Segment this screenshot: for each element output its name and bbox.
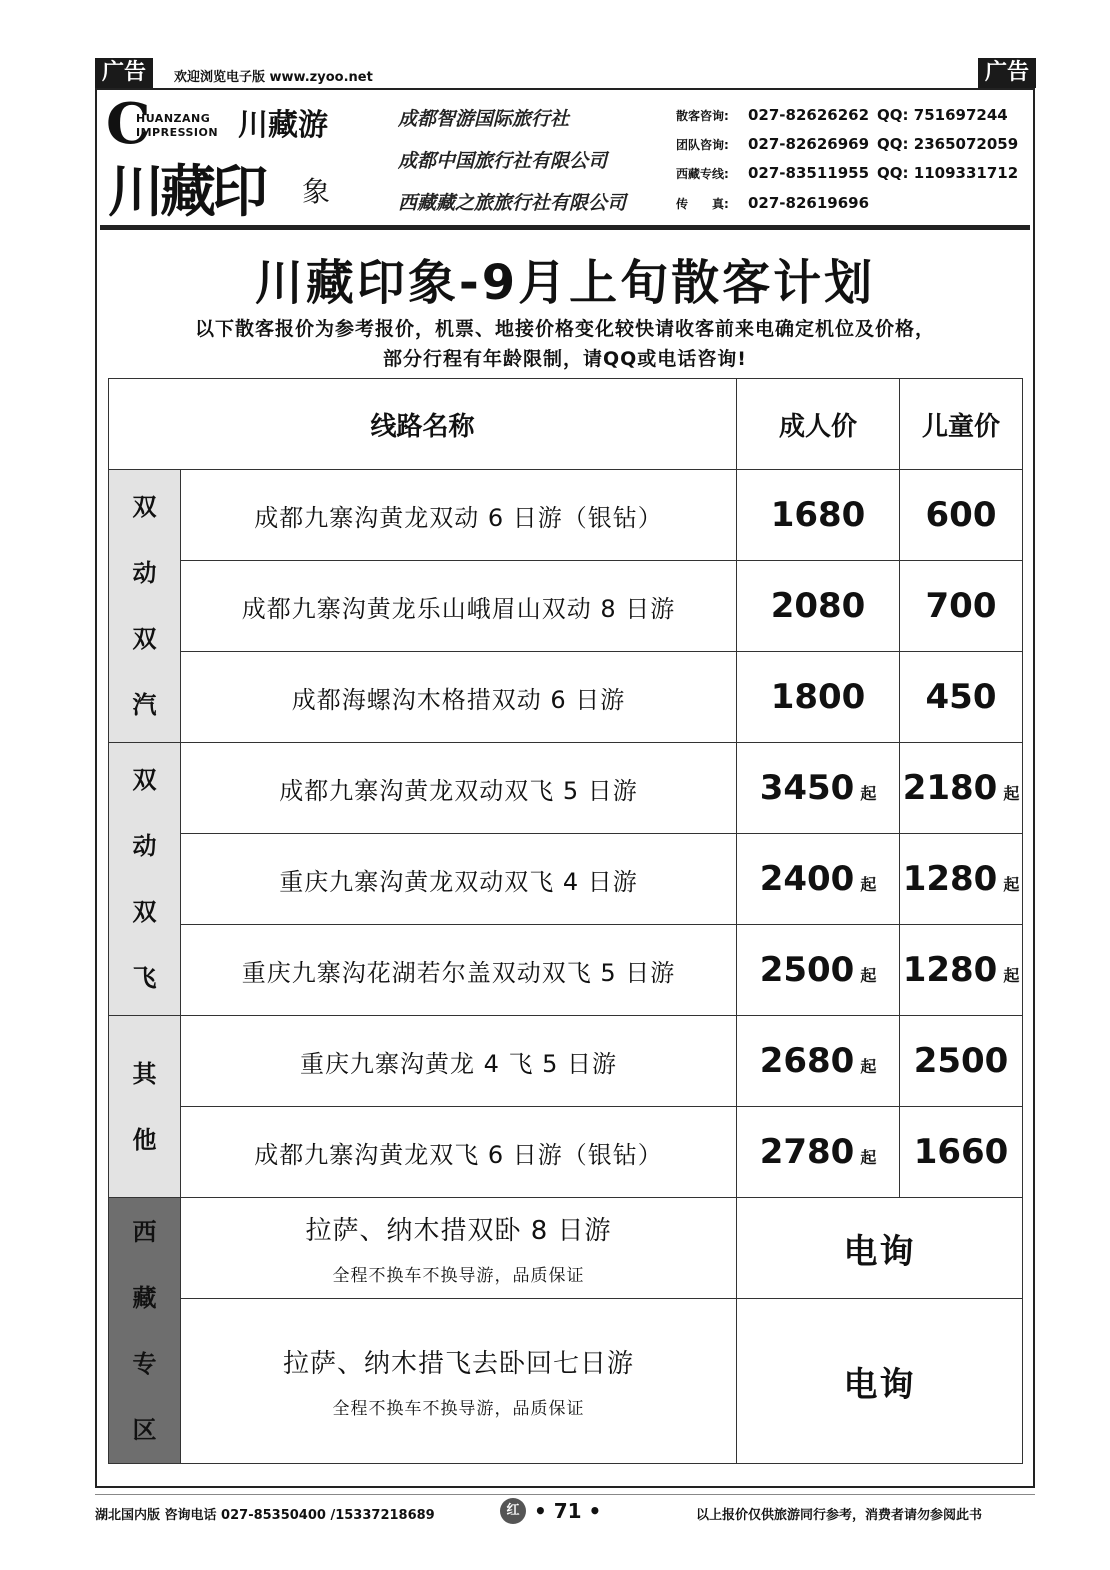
category-cell: 其 他 (109, 1016, 181, 1198)
footer-disclaimer: 以上报价仅供旅游同行参考，消费者请勿参阅此书 (696, 1508, 983, 1523)
route-name: 成都九寨沟黄龙双动 6 日游（银钻） (181, 470, 737, 561)
child-price: 1280 起 (900, 834, 1023, 925)
child-price: 700 (900, 561, 1023, 652)
table-row (109, 1016, 1023, 1107)
ad-label-left: 广告 (95, 58, 153, 88)
footer-edition: 湖北国内版 咨询电话 027-85350400 /15337218689 (95, 1508, 435, 1523)
category-cell: 西 藏 专 区 (109, 1198, 181, 1464)
adult-price: 2500 起 (737, 925, 900, 1016)
logo-cn-big: 川藏印 (108, 160, 264, 225)
adult-price: 1680 (737, 470, 900, 561)
logo-letter: C (106, 91, 151, 157)
category-cell: 双 动 双 汽 (109, 470, 181, 743)
price-table (108, 378, 1023, 1464)
contact-line (676, 194, 869, 212)
footer-divider (95, 1494, 1035, 1495)
header-adult: 成人价 (737, 379, 900, 470)
table-row (109, 925, 1023, 1016)
child-price: 450 (900, 652, 1023, 743)
header-divider (100, 225, 1030, 230)
contact-line (676, 135, 1018, 153)
contact-phone[interactable]: 027-83511955 (748, 164, 870, 182)
table-row (109, 652, 1023, 743)
route-name: 重庆九寨沟黄龙双动双飞 4 日游 (181, 834, 737, 925)
contact-label: 西藏专线: (676, 167, 729, 181)
contact-phone[interactable]: 027-82626262 (748, 106, 870, 124)
table-row (109, 561, 1023, 652)
child-price: 1660 (900, 1107, 1023, 1198)
adult-price: 2780 起 (737, 1107, 900, 1198)
table-row (109, 1198, 1023, 1299)
route-name: 重庆九寨沟花湖若尔盖双动双飞 5 日游 (181, 925, 737, 1016)
route-name: 拉萨、纳木措双卧 8 日游 全程不换车不换导游，品质保证 (181, 1198, 737, 1299)
logo-cn-top: 川藏游 (238, 108, 328, 143)
notice-line: 部分行程有年龄限制，请QQ或电话咨询! (383, 348, 747, 370)
adult-price: 2400 起 (737, 834, 900, 925)
contact-label: 传 真: (676, 197, 729, 211)
route-note: 全程不换车不换导游，品质保证 (332, 1399, 585, 1419)
agency-name: 成都中国旅行社有限公司 (398, 150, 608, 172)
route-note: 全程不换车不换导游，品质保证 (332, 1266, 585, 1286)
page-title: 川藏印象-9月上旬散客计划 (254, 255, 876, 311)
route-name: 成都九寨沟黄龙双动双飞 5 日游 (181, 743, 737, 834)
table-row (109, 1107, 1023, 1198)
contact-qq: QQ: 2365072059 (877, 135, 1019, 153)
adult-price: 1800 (737, 652, 900, 743)
contact-line (676, 106, 1008, 124)
table-row (109, 743, 1023, 834)
header-child: 儿童价 (900, 379, 1023, 470)
contact-line (676, 164, 1018, 182)
welcome-text[interactable]: 欢迎浏览电子版 www.zyoo.net (174, 70, 373, 85)
route-name: 成都九寨沟黄龙双飞 6 日游（银钻） (181, 1107, 737, 1198)
table-header-row (109, 379, 1023, 470)
child-price: 1280 起 (900, 925, 1023, 1016)
red-badge-icon: 红 (500, 1498, 526, 1524)
agency-name: 成都智游国际旅行社 (398, 108, 570, 130)
category-cell: 双 动 双 飞 (109, 743, 181, 1016)
adult-price: 3450 起 (737, 743, 900, 834)
brand-logo (104, 91, 354, 225)
ad-label-right: 广告 (978, 58, 1036, 88)
header-route: 线路名称 (109, 379, 737, 470)
table-row (109, 470, 1023, 561)
route-name: 重庆九寨沟黄龙 4 飞 5 日游 (181, 1016, 737, 1107)
adult-price: 2080 (737, 561, 900, 652)
child-price: 2500 (900, 1016, 1023, 1107)
agency-name: 西藏藏之旅旅行社有限公司 (398, 192, 627, 214)
contact-label: 团队咨询: (676, 138, 729, 152)
adult-price: 2680 起 (737, 1016, 900, 1107)
route-name: 拉萨、纳木措飞去卧回七日游 全程不换车不换导游，品质保证 (181, 1299, 737, 1464)
page-number: 红 • 71 • (500, 1498, 601, 1524)
route-name: 成都九寨沟黄龙乐山峨眉山双动 8 日游 (181, 561, 737, 652)
table-row (109, 834, 1023, 925)
notice-line: 以下散客报价为参考报价，机票、地接价格变化较快请收客前来电确定机位及价格， (194, 318, 935, 340)
contact-qq: QQ: 751697244 (877, 106, 1008, 124)
child-price: 600 (900, 470, 1023, 561)
price-inquiry: 电询 (737, 1198, 1023, 1299)
table-row (109, 1299, 1023, 1464)
route-name: 成都海螺沟木格措双动 6 日游 (181, 652, 737, 743)
logo-en-line2: IMPRESSION (136, 126, 219, 139)
price-inquiry: 电询 (737, 1299, 1023, 1464)
contact-qq: QQ: 1109331712 (877, 164, 1019, 182)
child-price: 2180 起 (900, 743, 1023, 834)
contact-label: 散客咨询: (676, 109, 729, 123)
contact-phone[interactable]: 027-82626969 (748, 135, 870, 153)
logo-en-line1: HUANZANG (136, 112, 211, 125)
contact-phone[interactable]: 027-82619696 (748, 194, 870, 212)
logo-cn-small: 象 (302, 175, 331, 208)
